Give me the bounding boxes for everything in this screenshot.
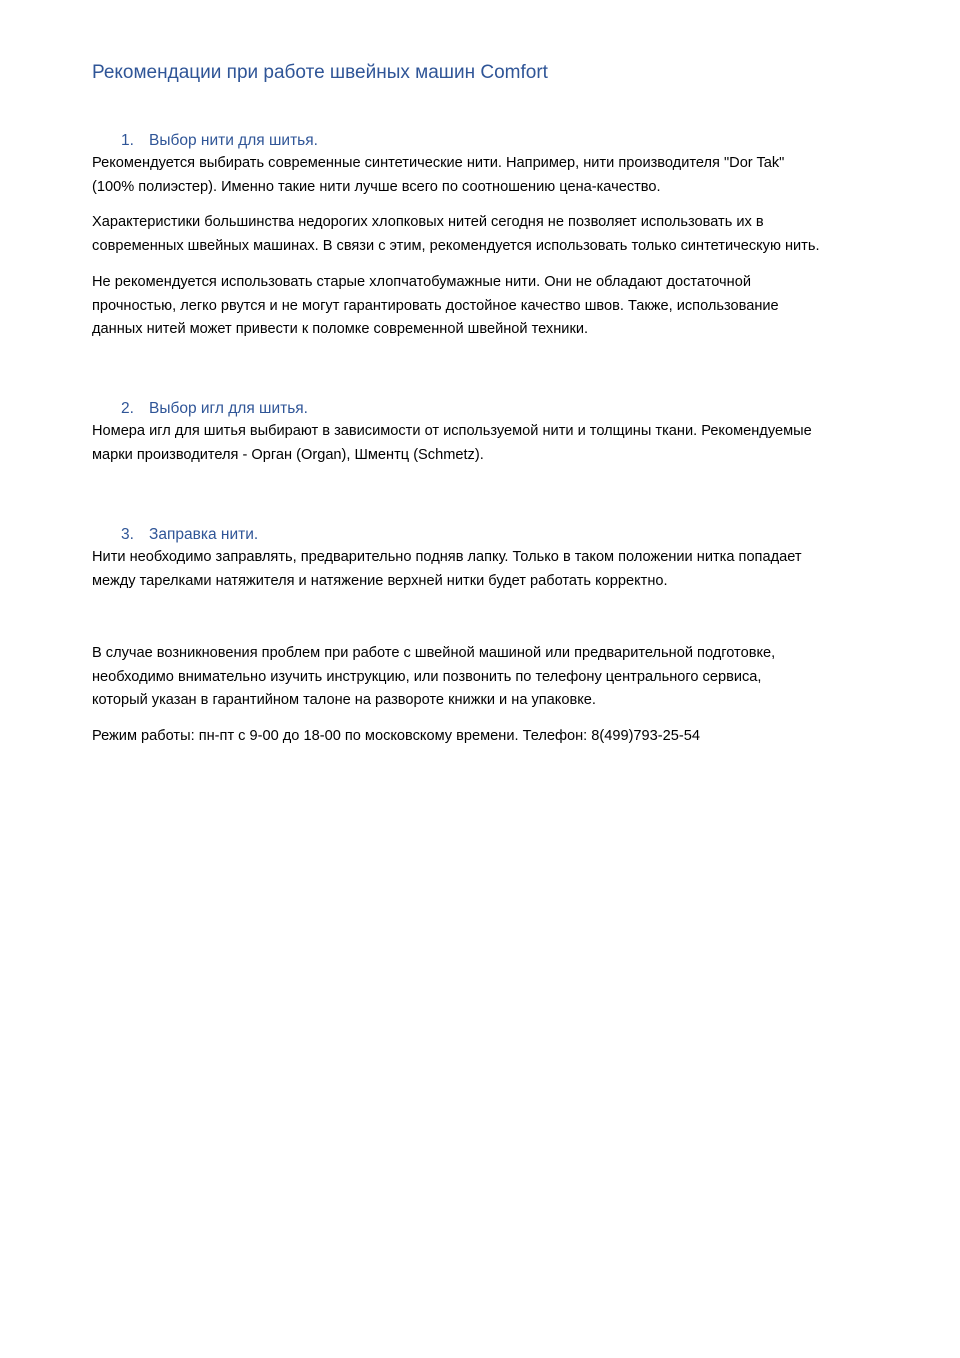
text-line: данных нитей может привести к поломке современной швейной техники. [92, 321, 589, 337]
section-heading-needle-choice [121, 398, 308, 420]
text-line: необходимо внимательно изучить инструкцию, или позвонить по телефону центрального сервиса, [92, 668, 762, 685]
text-line: Нити необходимо заправлять, предварительно подняв лапку. Только в таком положении нитка попадает [92, 549, 802, 565]
text-line: (100% полиэстер). Именно такие нити лучше всего по соотношению цена-качество. [92, 178, 661, 195]
paragraph-needle-recommendation [92, 420, 922, 467]
paragraph-cotton-threads [92, 211, 922, 258]
section-title: Заправка нити. [149, 526, 259, 543]
text-line: Характеристики большинства недорогих хлопковых нитей сегодня не позволяет использовать их в [92, 214, 764, 230]
text-line: марки производителя - Орган (Organ), Шментц (Schmetz). [92, 446, 484, 463]
section-heading-thread-choice [121, 130, 318, 152]
section-heading-threading [121, 524, 258, 546]
section-title: Выбор нити для шитья. [149, 132, 318, 149]
section-number: 3. [121, 526, 134, 543]
paragraph-threading-instructions [92, 546, 922, 593]
paragraph-working-hours [92, 725, 922, 749]
text-line: Не рекомендуется использовать старые хлопчатобумажные нити. Они не обладают достаточной [92, 274, 751, 290]
text-line: Номера игл для шитья выбирают в зависимости от используемой нити и толщины ткани. Рекомендуемые [92, 423, 812, 439]
text-line: между тарелками натяжителя и натяжение верхней нитки будет работать корректно. [92, 572, 668, 589]
paragraph-old-threads [92, 271, 922, 342]
text-line: В случае возникновения проблем при работе с швейной машиной или предварительной подготовке, [92, 645, 776, 661]
document-title: Рекомендации при работе швейных машин Comfort [92, 62, 548, 83]
paragraph-thread-recommendation [92, 152, 922, 199]
text-line: современных швейных машинах. В связи с этим, рекомендуется использовать только синтетическую нить. [92, 237, 820, 254]
section-title: Выбор игл для шитья. [149, 400, 308, 417]
paragraph-support-info [92, 642, 922, 713]
working-hours-and-phone: Режим работы: пн-пт с 9-00 до 18-00 по московскому времени. Телефон: 8(499)793-25-54 [92, 728, 700, 744]
section-number: 2. [121, 400, 134, 417]
text-line: прочностью, легко рвутся и не могут гарантировать достойное качество швов. Также, использование [92, 297, 779, 314]
section-number: 1. [121, 132, 134, 149]
text-line: который указан в гарантийном талоне на развороте книжки и на упаковке. [92, 692, 596, 708]
text-line: Рекомендуется выбирать современные синтетические нити. Например, нити производителя "Dor Tak" [92, 155, 785, 171]
